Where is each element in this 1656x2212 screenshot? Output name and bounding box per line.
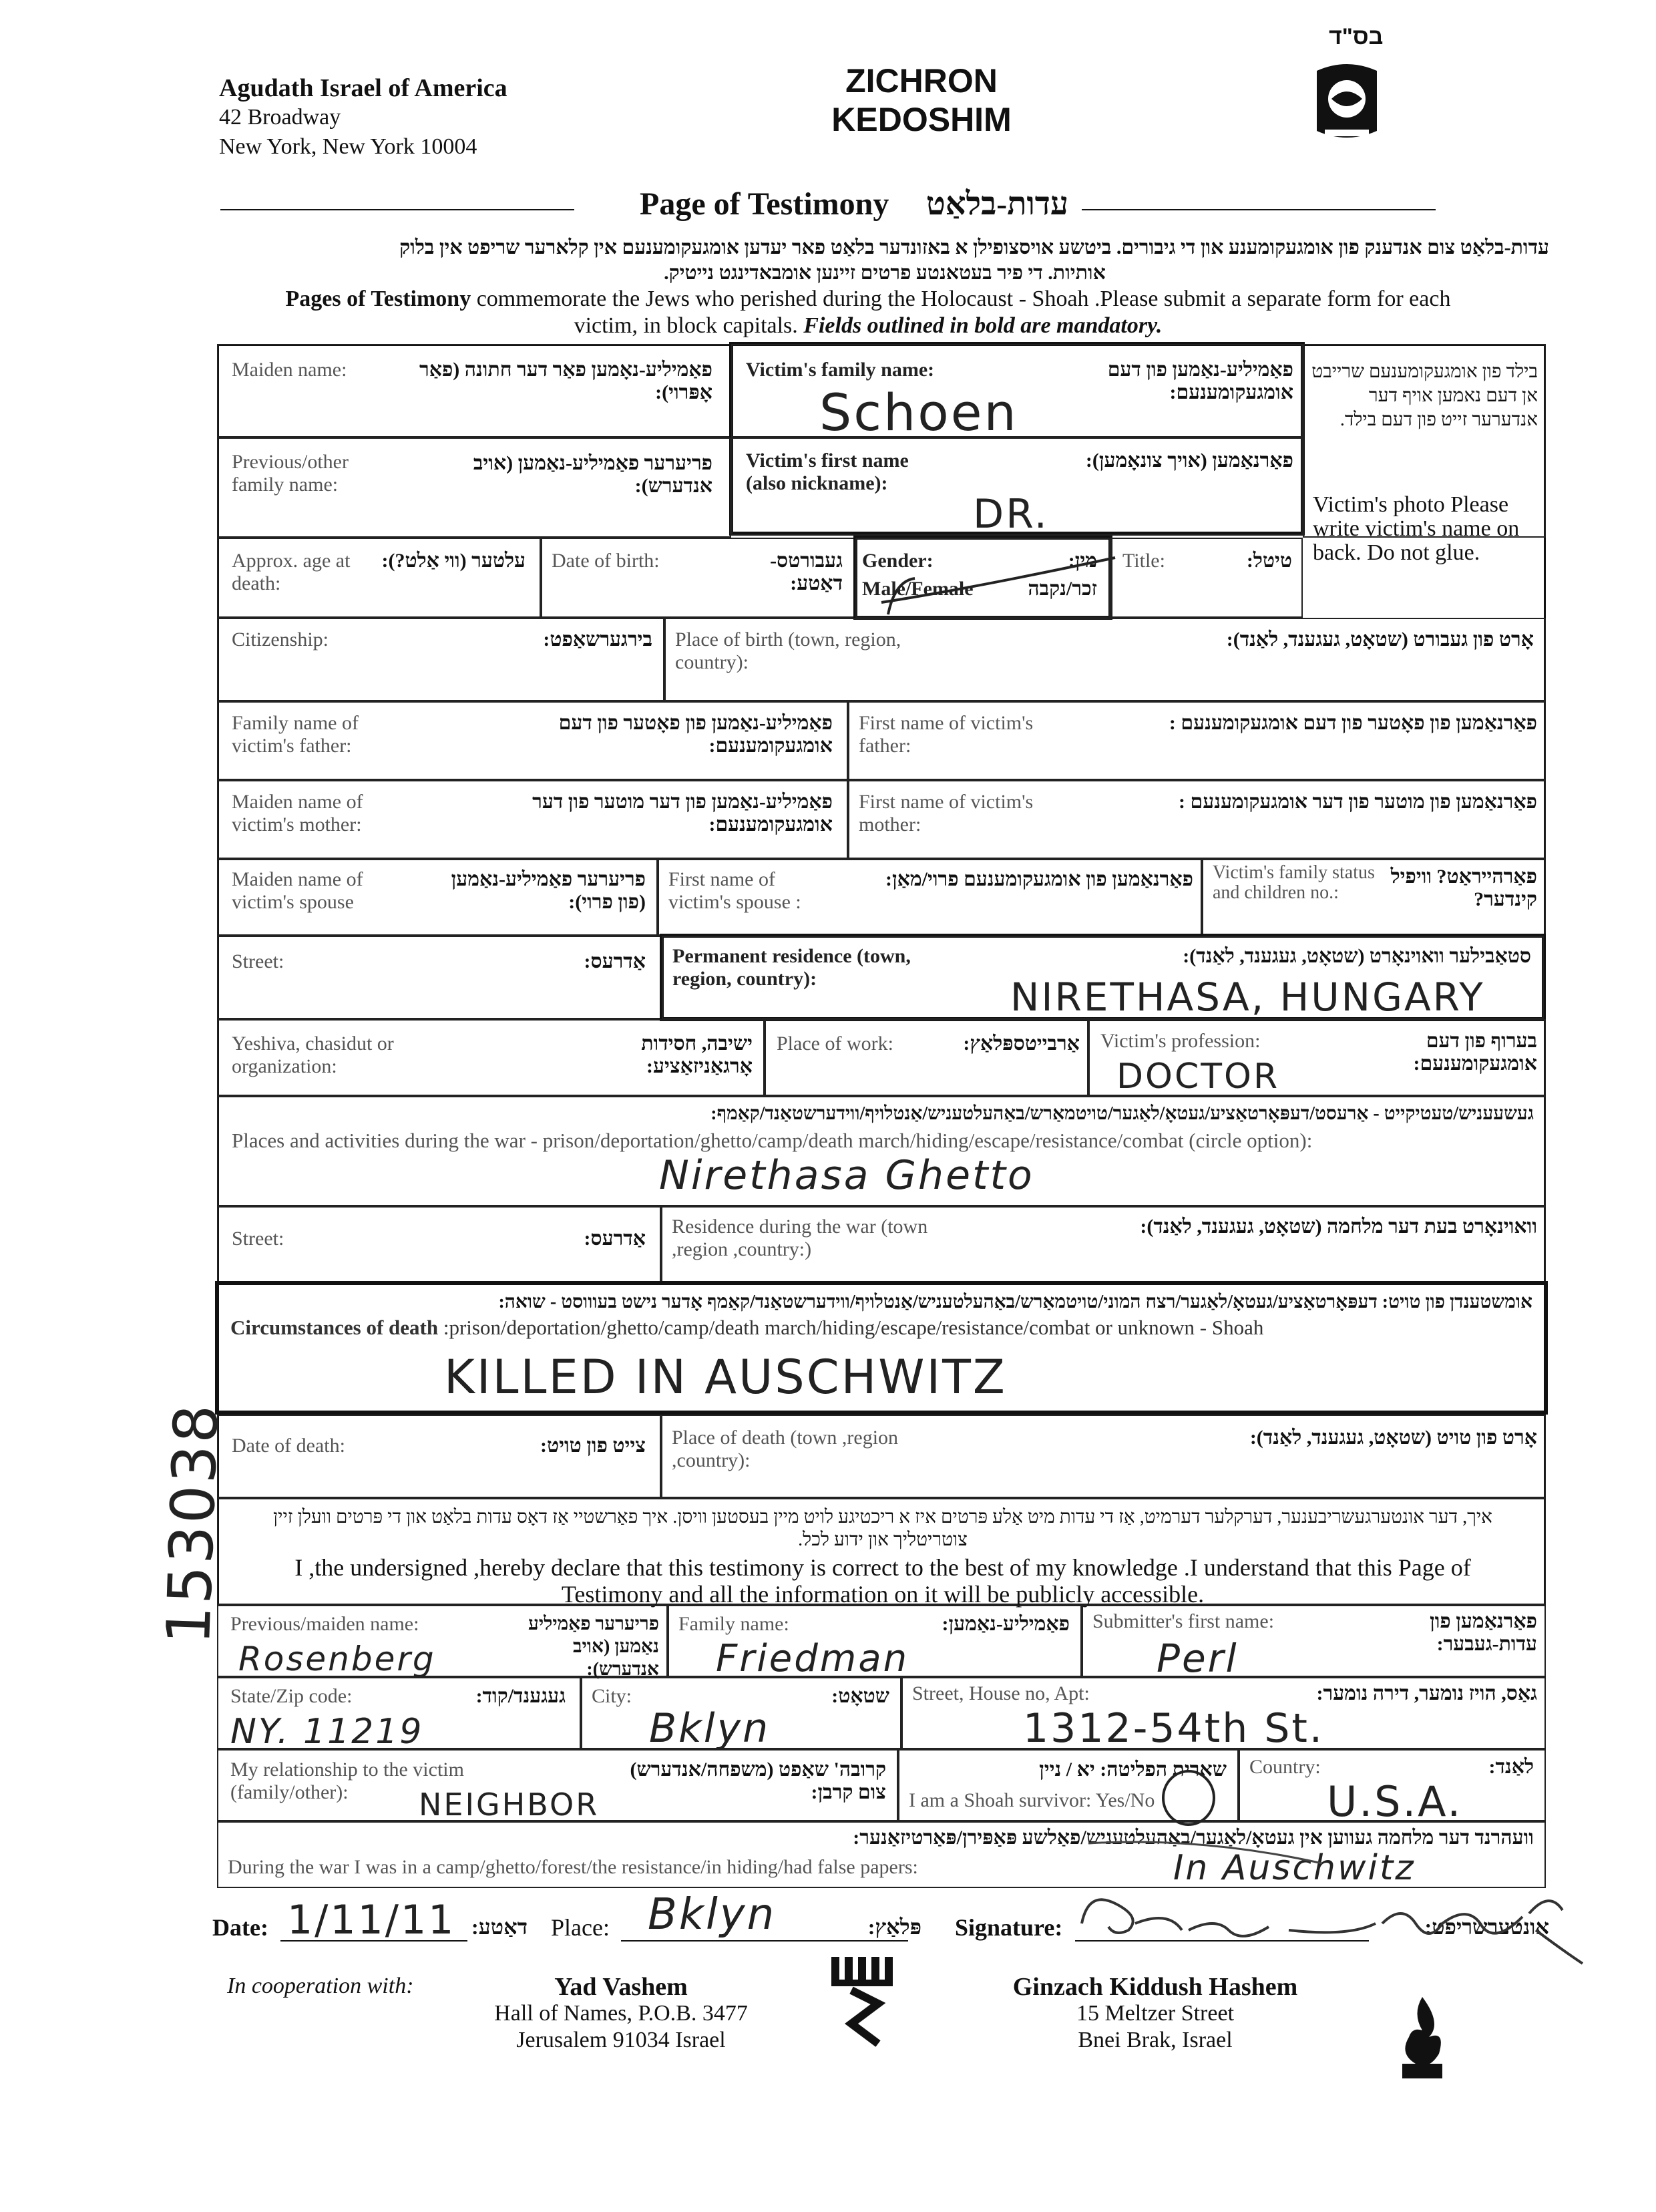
place-of-death-field[interactable] xyxy=(661,1415,1546,1498)
submitter-street-label: Street, House no, Apt: xyxy=(912,1682,1090,1704)
date-value[interactable]: 1/11/11 xyxy=(287,1897,456,1944)
mother-first-name-field[interactable] xyxy=(848,780,1546,859)
ginzach-name: Ginzach Kiddush Hashem xyxy=(1012,1973,1298,2001)
submitter-state-zip-value: NY. 11219 xyxy=(230,1712,424,1752)
date-label: Date: xyxy=(212,1914,268,1941)
approx-age-field[interactable] xyxy=(217,538,541,618)
intro-yiddish xyxy=(220,235,1549,286)
submitter-relationship-heb: קרובה' שאַפט (משפחה/אנדערש) צום קרבן: xyxy=(630,1759,886,1803)
photo-english-text: Victim's photo Please write victim's name on back. Do not glue. xyxy=(1313,492,1520,565)
org-city: New York, New York 10004 xyxy=(219,134,477,159)
victim-family-name-value: Schoen xyxy=(819,383,1018,442)
circumstances-label-bold: Circumstances of death xyxy=(230,1316,439,1339)
victim-first-name-label: Victim's first name (also nickname): xyxy=(746,449,909,494)
place-of-birth-heb: אָרט פון געבורט (שטאָט, געגענד, לאַנד): xyxy=(1226,628,1534,651)
spouse-maiden-name-heb: פריערער פאַמיליע-נאַמען (פון פרוי): xyxy=(451,868,646,913)
submitter-street-heb: גאַס, הויז נומער, דירה נומער: xyxy=(1316,1682,1537,1704)
place-of-work-heb: אַרבייטספּלאַץ: xyxy=(963,1033,1080,1055)
during-war-label: During the war I was in a camp/ghetto/forest/the resistance/in hiding/had false papers: xyxy=(228,1856,918,1878)
yeshiva-field[interactable] xyxy=(217,1019,765,1096)
mother-first-name-label: First name of victim's mother: xyxy=(859,791,1034,836)
org-name: Agudath Israel of America xyxy=(219,74,507,102)
survivor-no-circle-mark xyxy=(1155,1763,1222,1830)
mother-maiden-name-heb: פאַמיליע-נאַמען פון דער מוטער פון דער אומגעקומענעם: xyxy=(532,791,833,836)
date-of-death-label: Date of death: xyxy=(232,1435,345,1457)
place-heb: פּלאַץ: xyxy=(867,1915,921,1939)
title-label: Title: xyxy=(1122,550,1165,572)
submitter-survivor-label: I am a Shoah survivor: Yes/No xyxy=(909,1789,1155,1811)
place-value[interactable]: Bklyn xyxy=(648,1890,777,1940)
yad-vashem-logo-icon xyxy=(825,1950,905,2050)
title-line-1: ZICHRON xyxy=(845,62,998,100)
circumstances-label xyxy=(230,1316,1539,1339)
date-of-death-field[interactable] xyxy=(217,1415,661,1498)
victim-first-name-heb: פאַרנאַמען (אויך צונאָמען): xyxy=(1085,449,1293,472)
ginzach-flame-logo-icon xyxy=(1389,1990,1456,2084)
war-residence-label: Residence during the war (town ,region ,country:) xyxy=(672,1216,928,1260)
mother-first-name-heb: פאַרנאַמען פון מוטער פון דער אומגעקומענעם : xyxy=(1179,791,1537,813)
maiden-name-label: Maiden name: xyxy=(232,359,347,381)
submitter-street-value: 1312-54th St. xyxy=(1023,1705,1325,1752)
submitter-maiden-heb: פריערער פאַמיליע נאַמען (אויב אנדערש): xyxy=(528,1614,659,1680)
father-family-name-label: Family name of victim's father: xyxy=(232,712,359,757)
submitter-maiden-name-field[interactable] xyxy=(217,1605,668,1680)
agudath-logo-icon xyxy=(1310,57,1384,144)
photo-yiddish-text: בילד פון אומגעקומענעם שרייבט אן דעם נאמען אויף דער אנדערער זייט פון דעם בילד. xyxy=(1311,361,1538,430)
previous-family-name-heb: פריערער פאַמיליע-נאַמען (אויב אנדערש): xyxy=(473,452,712,497)
submitter-first-value: Perl xyxy=(1157,1636,1239,1681)
gender-options: Male/Female xyxy=(862,578,974,600)
submitter-relationship-field[interactable] xyxy=(217,1749,898,1821)
war-residence-heb: וואוינאָרט בעת דער מלחמה (שטאָט, געגענד, לאַנד): xyxy=(1140,1216,1537,1238)
circumstances-label-rest: :prison/deportation/ghetto/camp/death march/hiding/escape/resistance/combat or unknown - Shoah xyxy=(438,1316,1264,1339)
war-places-label: Places and activities during the war - prison/deportation/ghetto/camp/death march/hiding/escape/resistance/combat (circle option): xyxy=(232,1129,1313,1152)
father-family-name-heb: פאַמיליע-נאַמען פון פאָטער פון דעם אומגעקומענעם: xyxy=(558,712,833,757)
mother-maiden-name-label: Maiden name of victim's mother: xyxy=(232,791,363,836)
circumstances-heb: אומשטענדן פון טויט: דעפּאָרטאַציע/געטאָ/לאַגער/רצח המוני/טויטמאַרש/באַהעלטעניש/אַנטלויף/ווידערשטאַנד/קאַמף אָדער נישט בעוווסט - שואה: xyxy=(498,1292,1532,1312)
citizenship-field[interactable] xyxy=(217,618,664,701)
victim-first-name-value: DR. xyxy=(973,491,1049,538)
circumstances-value: KILLED IN AUSCHWITZ xyxy=(444,1350,1007,1405)
submitter-country-heb: לאַנד: xyxy=(1488,1756,1534,1778)
submitter-family-heb: פאַמיליע-נאַמען: xyxy=(942,1613,1070,1635)
yad-vashem-name: Yad Vashem xyxy=(554,1973,688,2001)
submitter-city-value: Bklyn xyxy=(649,1705,771,1752)
submitter-family-value: Friedman xyxy=(716,1637,909,1680)
place-line xyxy=(621,1940,908,1942)
street-heb: אַדרעס: xyxy=(584,950,646,972)
maiden-name-field[interactable] xyxy=(217,344,731,437)
intro-english-rest: commemorate the Jews who perished during the Holocaust - Shoah .Please submit a separate form for each xyxy=(471,287,1451,311)
previous-family-name-label: Previous/other family name: xyxy=(232,451,349,496)
spouse-first-name-field[interactable] xyxy=(658,859,1202,936)
title-rule-right xyxy=(1082,209,1436,210)
place-label: Place: xyxy=(551,1914,610,1941)
victim-family-name-label: Victim's family name: xyxy=(746,359,935,381)
war-street-heb: אַדרעס: xyxy=(584,1228,646,1250)
org-address-block xyxy=(219,73,507,162)
declaration-yiddish: איך, דער אונטערגעשריבענער, דערקלער דערמיט, אַז די עדות מיט אַלע פּרטים איז א ריכטיגע לויט מיין בעסטען וויסן. איך פאַרשטיי אַז דאָס עדות בלאַט און די פּרטים וועלן זיין צוטריטליך און ידוע לכל. xyxy=(272,1507,1492,1550)
title-heb: טיטל: xyxy=(1246,550,1292,572)
submitter-survivor-heb: שארית הפליטה: יא / ניין xyxy=(1039,1759,1227,1781)
page-of-testimony-yiddish: עדות-בלאַט xyxy=(925,186,1068,222)
maiden-name-heb: פאַמיליע-נאָמען פאַר דער חתונה (פאַר אָפּרוי): xyxy=(419,359,712,403)
submitter-relationship-label: My relationship to the victim (family/other): xyxy=(230,1759,464,1803)
during-war-heb: וועהרנד דער מלחמה געווען אין געטאָ/לאַגער/באַהעלטעניש/פאַלשע פּאַפּירן/פּאַרטיזאַנער: xyxy=(853,1827,1534,1849)
place-of-death-heb: אָרט פון טויט (שטאָט, געגענד, לאַנד): xyxy=(1249,1427,1537,1449)
intro-english-line2: victim, in block capitals. xyxy=(574,313,804,338)
place-of-death-label: Place of death (town ,region ,country): xyxy=(672,1427,899,1471)
profession-label: Victim's profession: xyxy=(1100,1030,1261,1052)
circumstances-of-death-field[interactable] xyxy=(217,1283,1546,1413)
org-street: 42 Broadway xyxy=(219,105,341,130)
date-of-death-heb: צייט פון טויט: xyxy=(540,1435,646,1457)
yeshiva-heb: ישיבה, חסידות אָרגאַניזאַציע: xyxy=(641,1033,753,1077)
date-heb: דאַטע: xyxy=(471,1915,528,1939)
place-of-birth-field[interactable] xyxy=(664,618,1546,701)
victim-first-name-field[interactable] xyxy=(731,437,1303,536)
previous-family-name-field[interactable] xyxy=(217,437,731,538)
war-places-field[interactable] xyxy=(217,1096,1546,1206)
title-rule-left xyxy=(220,209,574,210)
gender-options-heb: זכר/נקבה xyxy=(1028,578,1097,600)
yad-vashem-addr1: Hall of Names, P.O.B. 3477 xyxy=(494,2001,748,2026)
family-status-label: Victim's family status and children no.: xyxy=(1213,862,1375,903)
date-of-birth-field[interactable] xyxy=(541,538,855,618)
submitter-street-field[interactable] xyxy=(901,1677,1546,1752)
intro-english xyxy=(200,286,1536,339)
street-field[interactable] xyxy=(217,936,661,1019)
father-first-name-label: First name of victim's father: xyxy=(859,712,1034,757)
intro-mandatory-note: Fields outlined in bold are mandatory. xyxy=(803,313,1163,338)
ginzach-addr2: Bnei Brak, Israel xyxy=(1078,2028,1233,2052)
victim-family-name-heb: פאַמיליע-נאַמען פון דעם אומגעקומענעם: xyxy=(1107,359,1293,403)
war-street-label: Street: xyxy=(232,1228,284,1250)
submitter-family-label: Family name: xyxy=(678,1613,789,1635)
intro-yiddish-line2: אותיות. די פיר בעטאנטע פרטים זיינען אומבאדינגט נייטיק. xyxy=(664,262,1106,284)
submitter-state-zip-heb: געגענד/קוד: xyxy=(475,1685,566,1707)
approx-age-heb: עלטער (ווי אַלט?): xyxy=(381,550,526,572)
title-field[interactable] xyxy=(1110,538,1303,618)
submitter-country-value: U.S.A. xyxy=(1327,1777,1463,1826)
ginzach-addr1: 15 Meltzer Street xyxy=(1076,2001,1235,2026)
ginzach-block xyxy=(982,1974,1329,2054)
declaration-english-line2: Testimony and all the information on it will be publicly accessible. xyxy=(561,1581,1205,1608)
yad-vashem-addr2: Jerusalem 91034 Israel xyxy=(516,2028,726,2052)
spouse-maiden-name-field[interactable] xyxy=(217,859,658,936)
citizenship-heb: בירגערשאַפט: xyxy=(543,628,652,651)
place-of-work-field[interactable] xyxy=(765,1019,1088,1096)
family-status-heb: פאַרהייראַט? וויפיל קינדער? xyxy=(1390,866,1537,910)
submitter-state-zip-label: State/Zip code: xyxy=(230,1685,353,1707)
place-of-work-label: Place of work: xyxy=(777,1033,893,1055)
submitter-state-zip-field[interactable] xyxy=(217,1677,581,1752)
submitter-city-heb: שטאָט: xyxy=(831,1685,889,1707)
war-street-field[interactable] xyxy=(217,1206,661,1283)
date-of-birth-label: Date of birth: xyxy=(552,550,660,572)
family-status-field[interactable] xyxy=(1202,859,1546,936)
signature-label: Signature: xyxy=(955,1914,1063,1941)
page-of-testimony-title: Page of Testimony xyxy=(640,186,889,222)
yad-vashem-block xyxy=(461,1974,781,2054)
mother-maiden-name-field[interactable] xyxy=(217,780,848,859)
profession-field[interactable] xyxy=(1088,1019,1546,1096)
war-places-heb: געשעעניש/טעטיקייט - אַרעסט/דעפּאָרטאַציע/געטאָ/לאַגער/טויטמאַרש/באַהעלטעניש/אַנטלויף/ווידערשטאַנד/קאַמף: xyxy=(710,1103,1534,1124)
signature-heb: אונטערשריפט: xyxy=(1424,1915,1549,1939)
title-line-2: KEDOSHIM xyxy=(831,101,1012,138)
war-places-value: Nirethasa Ghetto xyxy=(659,1152,1034,1199)
profession-heb: בערוף פון דעם אומגעקומענעם: xyxy=(1413,1030,1537,1075)
declaration-english xyxy=(225,1554,1540,1608)
submitter-family-name-field[interactable] xyxy=(668,1605,1082,1680)
spouse-maiden-name-label: Maiden name of victim's spouse xyxy=(232,868,363,913)
gender-strikethrough-mark xyxy=(868,541,1122,621)
spouse-first-name-heb: פאַרנאַמען פון אומגעקומענעם פרוי/מאַן: xyxy=(885,868,1193,890)
declaration-box xyxy=(217,1498,1546,1608)
place-of-birth-label: Place of birth (town, region, country): xyxy=(675,628,901,673)
permanent-residence-label: Permanent residence (town, region, country): xyxy=(672,945,911,990)
form-title-block xyxy=(801,61,1042,139)
submitter-maiden-value: Rosenberg xyxy=(238,1640,436,1678)
permanent-residence-heb: סטאַבילער וואוינאָרט (שטאָט, געגענד, לאַנד): xyxy=(1183,945,1531,967)
war-residence-field[interactable] xyxy=(661,1206,1546,1283)
profession-value: DOCTOR xyxy=(1116,1057,1280,1097)
during-war-value: In Auschwitz xyxy=(1173,1848,1416,1888)
father-first-name-field[interactable] xyxy=(848,701,1546,780)
cooperation-label: In cooperation with: xyxy=(227,1974,414,1998)
submitter-relationship-value: NEIGHBOR xyxy=(419,1787,600,1823)
submitter-country-field[interactable] xyxy=(1239,1749,1546,1826)
submitter-maiden-label: Previous/maiden name: xyxy=(230,1613,419,1635)
intro-english-bold: Pages of Testimony xyxy=(285,287,471,311)
date-of-birth-heb: געבורטס- דאַטע: xyxy=(770,550,843,594)
spouse-first-name-label: First name of victim's spouse : xyxy=(668,868,801,913)
citizenship-label: Citizenship: xyxy=(232,628,329,651)
submitter-first-heb: פאַרנאַמען פון עדות-געבער: xyxy=(1430,1610,1537,1655)
gender-label: Gender: xyxy=(862,550,934,572)
approx-age-label: Approx. age at death: xyxy=(232,550,351,594)
submitter-first-name-field[interactable] xyxy=(1082,1605,1546,1681)
street-label: Street: xyxy=(232,950,284,972)
father-family-name-field[interactable] xyxy=(217,701,848,780)
yeshiva-label: Yeshiva, chasidut or organization: xyxy=(232,1033,394,1077)
permanent-residence-value: NIRETHASA, HUNGARY xyxy=(1010,974,1485,1020)
submitter-country-label: Country: xyxy=(1249,1756,1321,1778)
submitter-city-field[interactable] xyxy=(581,1677,901,1752)
permanent-residence-field[interactable] xyxy=(662,936,1544,1019)
intro-yiddish-line1: עדות-בלאַט צום אנדענק פון אומגעקומענע און די גיבורים. ביטשע אויסצופילן א באזונדער בלאַט פאר יעדען אומגעקומענעם אין קלארער שריפט אין בלוק xyxy=(399,236,1549,258)
bsd-mark: בס"ד xyxy=(1329,24,1384,49)
submitter-first-label: Submitter's first name: xyxy=(1092,1610,1275,1632)
submitter-city-label: City: xyxy=(592,1685,632,1707)
victim-family-name-field[interactable] xyxy=(731,344,1303,442)
declaration-english-line1: I ,the undersigned ,hereby declare that this testimony is correct to the best of my knowledge .I understand that this Page of xyxy=(294,1554,1471,1581)
margin-record-number: 153038 xyxy=(154,1401,232,1646)
gender-heb: מין: xyxy=(1068,550,1097,572)
father-first-name-heb: פאַרנאַמען פון פאָטער פון דעם אומגעקומענעם : xyxy=(1169,712,1537,734)
